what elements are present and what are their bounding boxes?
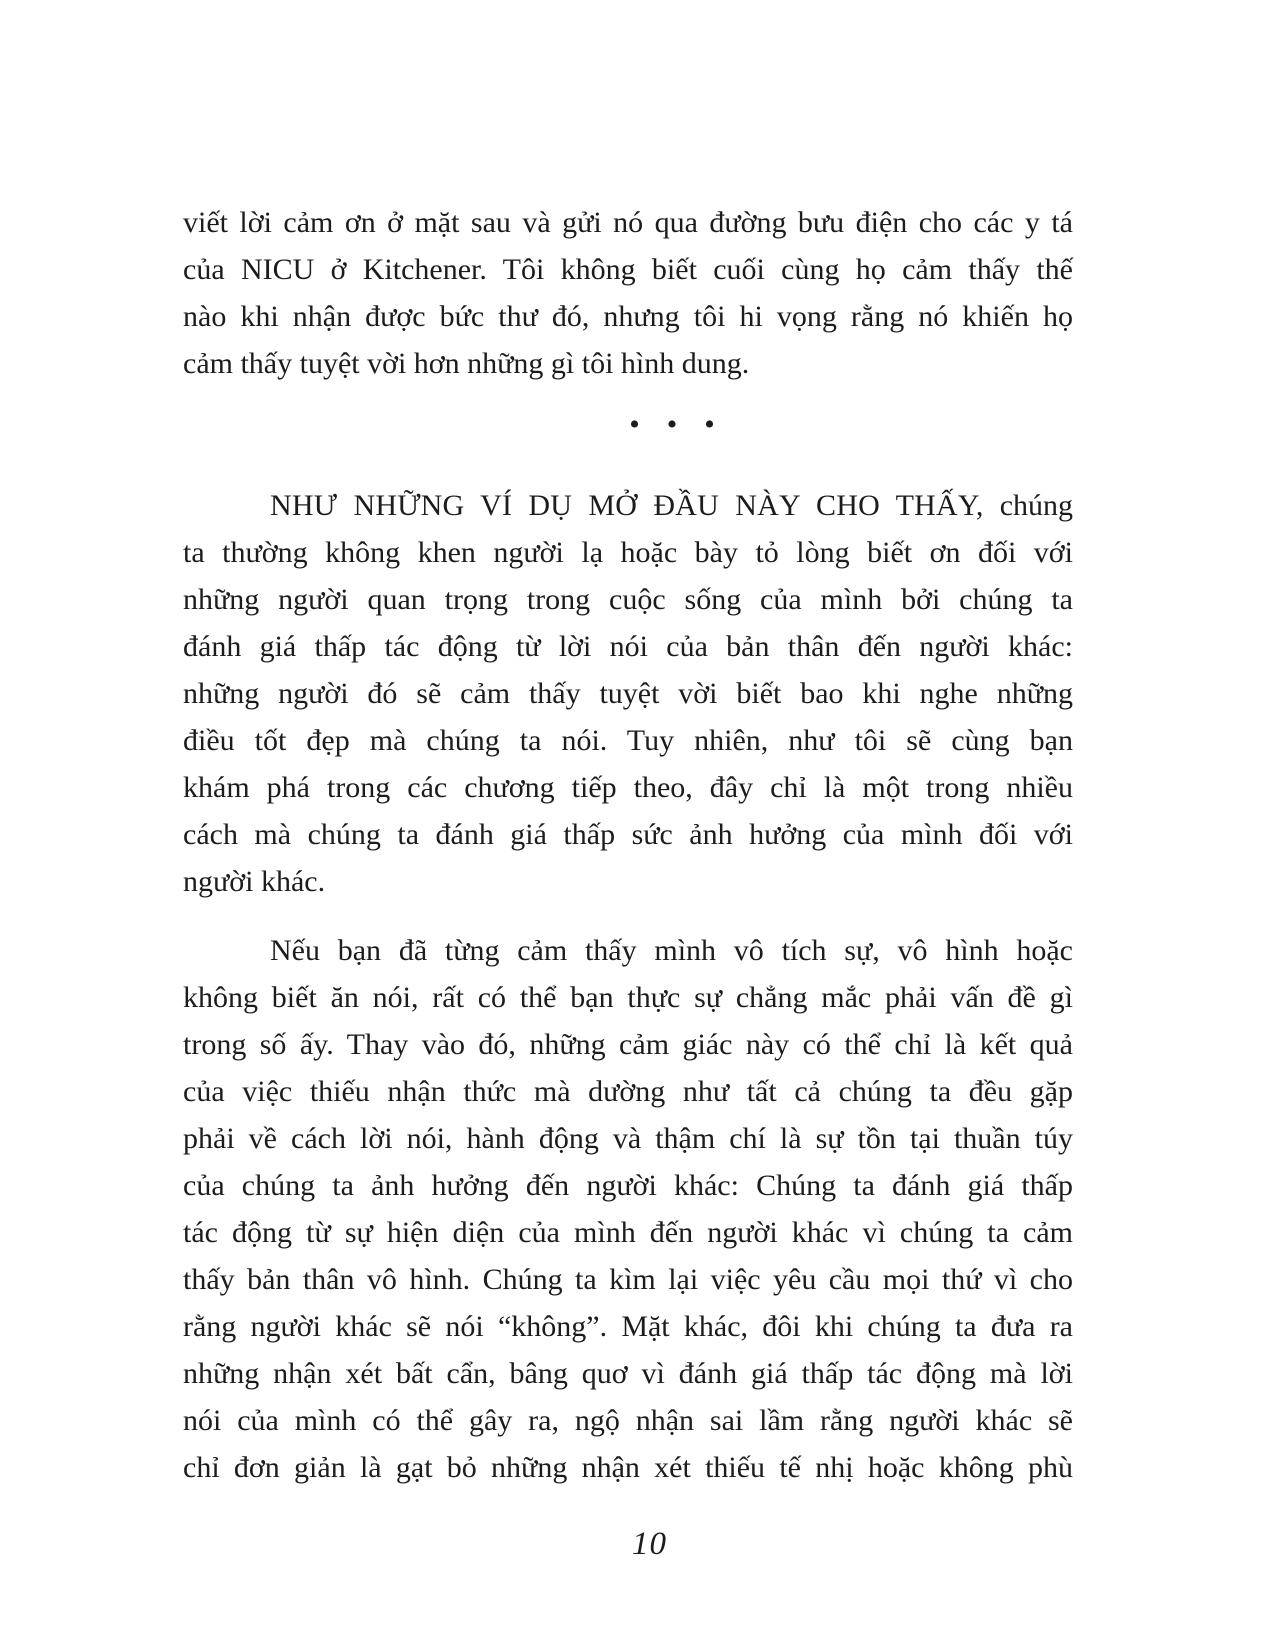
text-line: của NICU ở Kitchener. Tôi không biết cuối cùng họ cảm thấy thế (183, 253, 1073, 286)
separator-dot: • (666, 408, 678, 441)
text-line: người khác. (183, 865, 326, 898)
text-line: cách mà chúng ta đánh giá thấp sức ảnh hưởng của mình đối với (183, 818, 1073, 851)
text-line: nào khi nhận được bức thư đó, nhưng tôi hi vọng rằng nó khiến họ (183, 300, 1073, 333)
text-line: đánh giá thấp tác động từ lời nói của bản thân đến người khác: (183, 630, 1073, 663)
text-line: ta thường không khen người lạ hoặc bày tỏ lòng biết ơn đối với (183, 536, 1073, 569)
separator-dot: • (704, 408, 715, 441)
text-line: phải về cách lời nói, hành động và thậm chí là sự tồn tại thuần túy (183, 1122, 1073, 1155)
text-line: những nhận xét bất cẩn, bâng quơ vì đánh giá thấp tác động mà lời (183, 1357, 1073, 1390)
text-line: Nếu bạn đã từng cảm thấy mình vô tích sự, vô hình hoặc (270, 934, 1073, 967)
text-line: trong số ấy. Thay vào đó, những cảm giác này có thể chỉ là kết quả (183, 1028, 1073, 1061)
text-line: những người quan trọng trong cuộc sống của mình bởi chúng ta (183, 583, 1073, 616)
section-separator (183, 405, 1073, 445)
text-line: nói của mình có thể gây ra, ngộ nhận sai lầm rằng người khác sẽ (183, 1404, 1073, 1437)
text-line: không biết ăn nói, rất có thể bạn thực sự chẳng mắc phải vấn đề gì (183, 981, 1073, 1014)
text-line: viết lời cảm ơn ở mặt sau và gửi nó qua đường bưu điện cho các y tá (183, 206, 1073, 239)
text-line: tác động từ sự hiện diện của mình đến người khác vì chúng ta cảm (183, 1216, 1073, 1249)
separator-dot: • (629, 408, 640, 441)
body-text (183, 199, 1073, 1491)
text-line: chỉ đơn giản là gạt bỏ những nhận xét thiếu tế nhị hoặc không phù (183, 1451, 1073, 1484)
paragraph (183, 199, 1073, 387)
text-line (183, 482, 1073, 529)
page-number: 10 (632, 1526, 667, 1562)
text-line: thấy bản thân vô hình. Chúng ta kìm lại việc yêu cầu mọi thứ vì cho (183, 1263, 1073, 1296)
text-line: rằng người khác sẽ nói “không”. Mặt khác, đôi khi chúng ta đưa ra (183, 1310, 1073, 1343)
paragraph (183, 482, 1073, 905)
paragraph (183, 927, 1073, 1491)
text-line: của chúng ta ảnh hưởng đến người khác: Chúng ta đánh giá thấp (183, 1169, 1073, 1202)
text-line: những người đó sẽ cảm thấy tuyệt vời biết bao khi nghe những (183, 677, 1073, 710)
text-line-rest: chúng (999, 489, 1074, 522)
text-line: của việc thiếu nhận thức mà dường như tất cả chúng ta đều gặp (183, 1075, 1073, 1108)
text-line: khám phá trong các chương tiếp theo, đây chỉ là một trong nhiều (183, 771, 1073, 804)
text-line: điều tốt đẹp mà chúng ta nói. Tuy nhiên, như tôi sẽ cùng bạn (183, 724, 1073, 757)
lead-in-caps: NHƯ NHỮNG VÍ DỤ MỞ ĐẦU NÀY CHO THẤY, (270, 489, 984, 522)
text-line: cảm thấy tuyệt vời hơn những gì tôi hình dung. (183, 347, 750, 380)
